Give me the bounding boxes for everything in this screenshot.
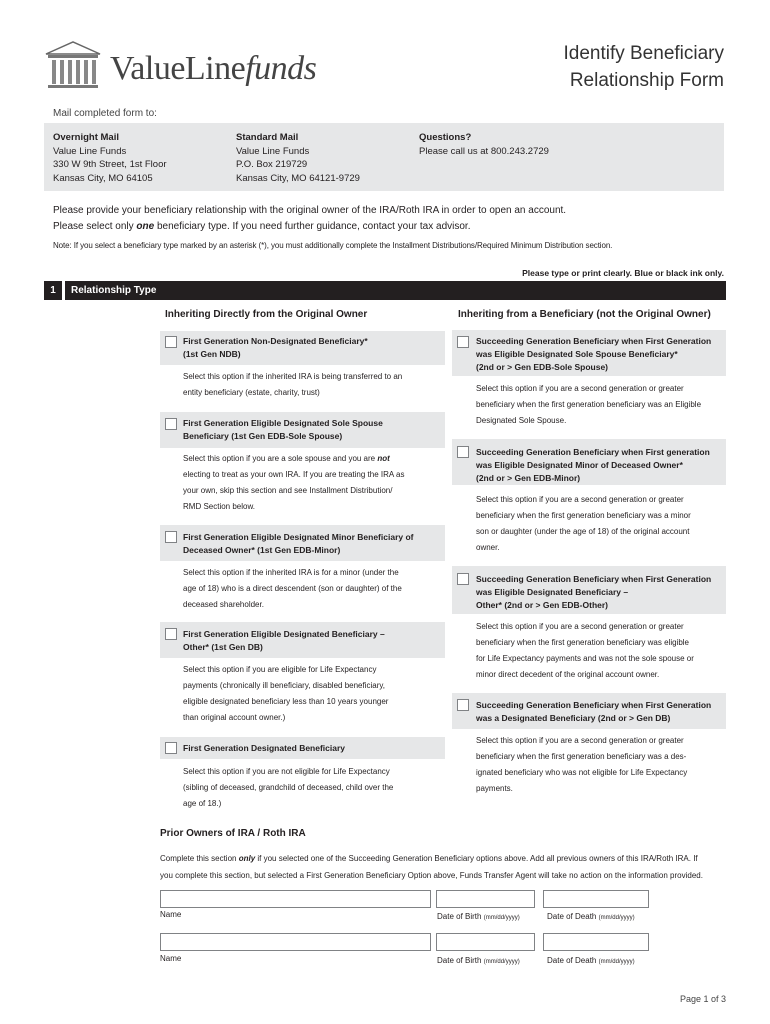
prior-owners-instructions: Complete this section only if you selected one of the Succeeding Generation Beneficiary options above. Add all previous owners of this IRA/Roth IRA. If you complete this section, but selected a First Generation Beneficiary Option above, Funds Transfer Agent will take no action on the information provided. bbox=[160, 854, 703, 880]
right-column-heading: Inheriting from a Beneficiary (not the Original Owner) bbox=[458, 309, 711, 320]
checkbox-1st-gen-designated[interactable] bbox=[165, 742, 177, 754]
brand-wordmark: ValueLinefunds bbox=[110, 50, 317, 87]
dod-label: Date of Death (mm/dd/yyyy) bbox=[547, 912, 635, 921]
dob-label: Date of Birth (mm/dd/yyyy) bbox=[437, 912, 520, 921]
prior-owner-dob-field[interactable] bbox=[436, 933, 535, 951]
dob-label: Date of Birth (mm/dd/yyyy) bbox=[437, 956, 520, 965]
checkbox-2nd-gen-db[interactable] bbox=[457, 699, 469, 711]
section-1-header bbox=[44, 281, 726, 300]
checkbox-2nd-gen-edb-other[interactable] bbox=[457, 573, 469, 585]
name-label: Name bbox=[160, 910, 182, 919]
option-label: First Generation Non-Designated Beneficiary* (1st Gen NDB) bbox=[183, 336, 368, 359]
prior-owner-dod-field[interactable] bbox=[543, 890, 649, 908]
intro-text: Please provide your beneficiary relationship with the original owner of the IRA/Roth IRA in order to open an account. Please select only one beneficiary type. If you need further guidance, contact your tax advisor. bbox=[53, 205, 567, 232]
option-description: Select this option if you are a second generation or greater beneficiary when the first generation beneficiary was a minor son or daughter (under the age of 18) of the original account owner. bbox=[476, 495, 691, 552]
option-description: Select this option if you are not eligible for Life Expectancy (sibling of deceased, grandchild of deceased, child over the age of 18.) bbox=[183, 767, 394, 808]
prior-owner-dod-field[interactable] bbox=[543, 933, 649, 951]
section-number: 1 bbox=[44, 281, 65, 300]
option-description: Select this option if you are a second generation or greater beneficiary when the first generation beneficiary was eligible for Life Expectancy payments and was not the sole spouse or minor direct decedent of the original account owner. bbox=[476, 622, 694, 679]
section-title: Relationship Type bbox=[71, 285, 157, 296]
prior-owner-name-field[interactable] bbox=[160, 890, 431, 908]
checkbox-1st-gen-edb-spouse[interactable] bbox=[165, 418, 177, 430]
checkbox-1st-gen-db[interactable] bbox=[165, 628, 177, 640]
option-label: First Generation Eligible Designated Beneficiary – Other* (1st Gen DB) bbox=[183, 629, 385, 652]
checkbox-2nd-gen-edb-spouse[interactable] bbox=[457, 336, 469, 348]
prior-owners-title: Prior Owners of IRA / Roth IRA bbox=[160, 828, 306, 839]
option-description: Select this option if you are a second generation or greater beneficiary when the first generation beneficiary was a des- ignated beneficiary who was not eligible for Life Expectancy payments. bbox=[476, 736, 688, 793]
option-description: Select this option if you are eligible for Life Expectancy payments (chronically ill beneficiary, disabled beneficiary, eligible designated beneficiary less than 10 years younger than original account owner.) bbox=[183, 665, 389, 722]
checkbox-1st-gen-ndb[interactable] bbox=[165, 336, 177, 348]
print-instruction: Please type or print clearly. Blue or black ink only. bbox=[522, 268, 724, 278]
asterisk-note: Note: If you select a beneficiary type marked by an asterisk (*), you must additionally complete the Installment Distributions/Required Minimum Distribution section. bbox=[53, 241, 613, 250]
mail-info-box bbox=[44, 123, 724, 191]
option-label: First Generation Eligible Designated Sole Spouse Beneficiary (1st Gen EDB-Sole Spouse) bbox=[183, 418, 383, 441]
prior-owner-name-field[interactable] bbox=[160, 933, 431, 951]
option-label: Succeeding Generation Beneficiary when First Generation was Eligible Designated Sole Spouse Beneficiary* (2nd or > Gen EDB-Sole Spouse) bbox=[476, 336, 712, 372]
form-title: Identify Beneficiary Relationship Form bbox=[563, 43, 724, 91]
option-label: First Generation Eligible Designated Minor Beneficiary of Deceased Owner* (1st Gen EDB-Minor) bbox=[183, 532, 414, 555]
option-description: Select this option if the inherited IRA is for a minor (under the age of 18) who is a direct descendent (son or daughter) of the deceased shareholder. bbox=[183, 568, 402, 609]
questions-info: Questions? Please call us at 800.243.2729 bbox=[419, 132, 549, 157]
option-description: Select this option if the inherited IRA is being transferred to an entity beneficiary (estate, charity, trust) bbox=[183, 372, 403, 397]
option-description: Select this option if you are a second generation or greater beneficiary when the first generation beneficiary was an Eligible Designated Sole Spouse. bbox=[476, 384, 702, 425]
checkbox-2nd-gen-edb-minor[interactable] bbox=[457, 446, 469, 458]
option-label: Succeeding Generation Beneficiary when First generation was Eligible Designated Minor of Deceased Owner* (2nd or > Gen EDB-Minor) bbox=[476, 447, 710, 483]
left-column-heading: Inheriting Directly from the Original Owner bbox=[165, 309, 368, 320]
dod-label: Date of Death (mm/dd/yyyy) bbox=[547, 956, 635, 965]
option-description: Select this option if you are a sole spouse and you are not electing to treat as your own IRA. If you are treating the IRA as your own, skip this section and see Installment Distribution/ RMD Section below. bbox=[183, 454, 405, 511]
prior-owner-dob-field[interactable] bbox=[436, 890, 535, 908]
option-label: Succeeding Generation Beneficiary when First Generation was Eligible Designated Beneficiary – Other* (2nd or > Gen EDB-Other) bbox=[476, 574, 712, 610]
name-label: Name bbox=[160, 954, 182, 963]
page-number: Page 1 of 3 bbox=[679, 994, 726, 1004]
option-label: Succeeding Generation Beneficiary when First Generation was a Designated Beneficiary (2nd or > Gen DB) bbox=[476, 700, 712, 723]
overnight-mail: Overnight Mail Value Line Funds 330 W 9th Street, 1st Floor Kansas City, MO 64105 bbox=[53, 132, 167, 184]
mail-to-label: Mail completed form to: bbox=[53, 108, 157, 119]
checkbox-1st-gen-edb-minor[interactable] bbox=[165, 531, 177, 543]
building-logo-icon bbox=[42, 40, 104, 92]
option-label: First Generation Designated Beneficiary bbox=[183, 743, 346, 753]
standard-mail: Standard Mail Value Line Funds P.O. Box 219729 Kansas City, MO 64121-9729 bbox=[236, 132, 360, 184]
